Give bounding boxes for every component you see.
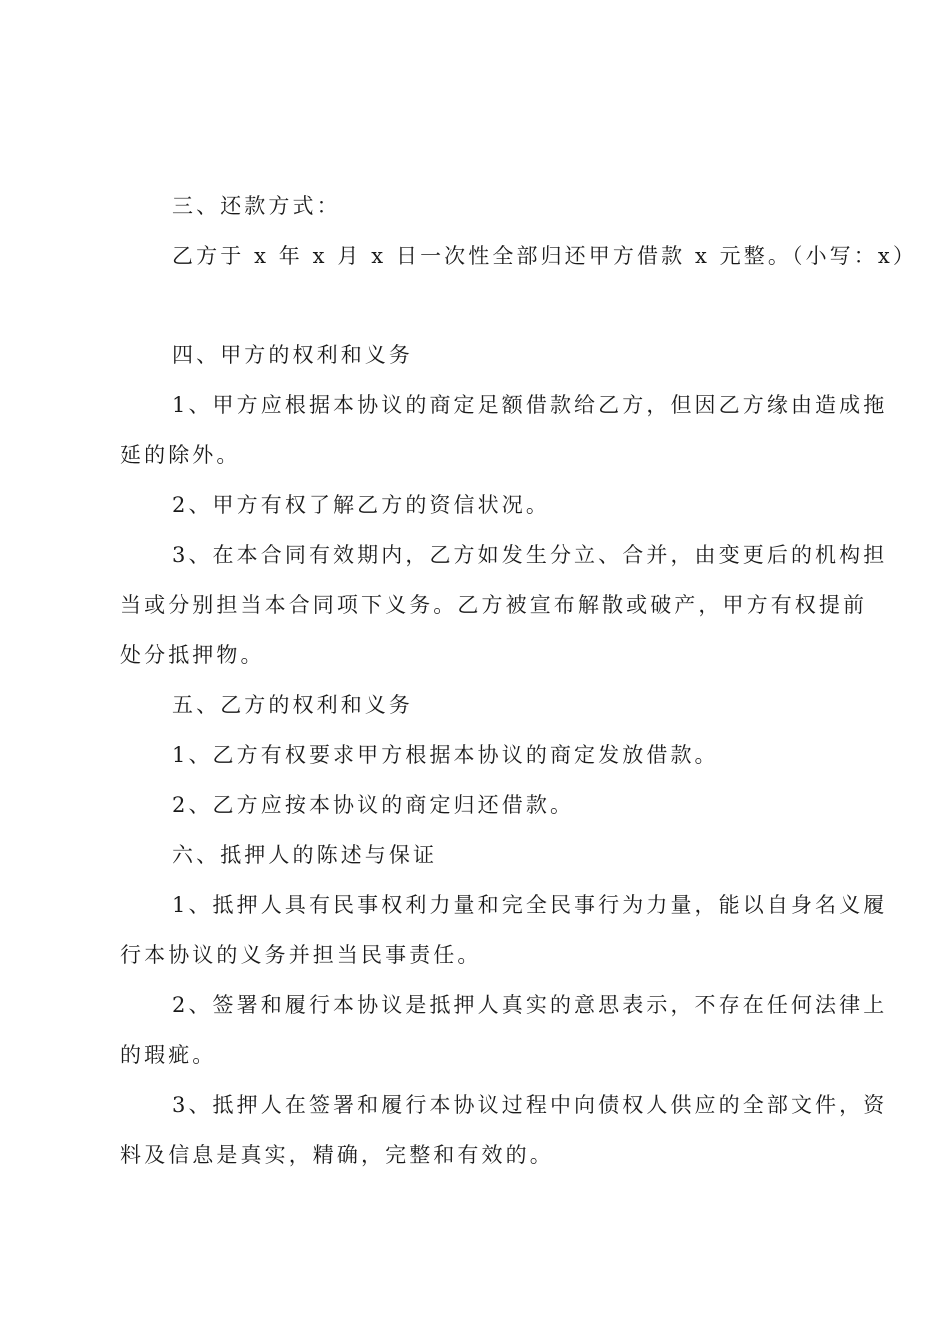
section6-heading: 六、抵押人的陈述与保证 (172, 843, 438, 867)
section5-heading: 五、乙方的权利和义务 (172, 693, 413, 717)
section6-item1-line1: 1、抵押人具有民事权利力量和完全民事行为力量，能以自身名义履 (172, 893, 888, 917)
section6-item2-line1: 2、签署和履行本协议是抵押人真实的意思表示，不存在任何法律上 (172, 993, 888, 1017)
section4-item3-line3: 处分抵押物。 (120, 643, 265, 667)
section4-item1-line1: 1、甲方应根据本协议的商定足额借款给乙方，但因乙方缘由造成拖 (172, 393, 888, 417)
section6-item2-line2: 的瑕疵。 (120, 1043, 217, 1067)
section3-body: 乙方于 x 年 x 月 x 日一次性全部归还甲方借款 x 元整。（小写：x） (172, 244, 917, 268)
section3-heading: 三、还款方式： (172, 194, 341, 218)
section6-item3-line2: 料及信息是真实，精确，完整和有效的。 (120, 1143, 554, 1167)
section4-item3-line1: 3、在本合同有效期内，乙方如发生分立、合并，由变更后的机构担 (172, 543, 888, 567)
section4-item3-line2: 当或分别担当本合同项下义务。乙方被宣布解散或破产，甲方有权提前 (120, 593, 868, 617)
section6-item1-line2: 行本协议的义务并担当民事责任。 (120, 943, 482, 967)
section4-item2: 2、甲方有权了解乙方的资信状况。 (172, 493, 550, 517)
section4-heading: 四、甲方的权利和义务 (172, 343, 413, 367)
section5-item1: 1、乙方有权要求甲方根据本协议的商定发放借款。 (172, 743, 719, 767)
section5-item2: 2、乙方应按本协议的商定归还借款。 (172, 793, 575, 817)
section6-item3-line1: 3、抵押人在签署和履行本协议过程中向债权人供应的全部文件，资 (172, 1093, 888, 1117)
section4-item1-line2: 延的除外。 (120, 443, 241, 467)
